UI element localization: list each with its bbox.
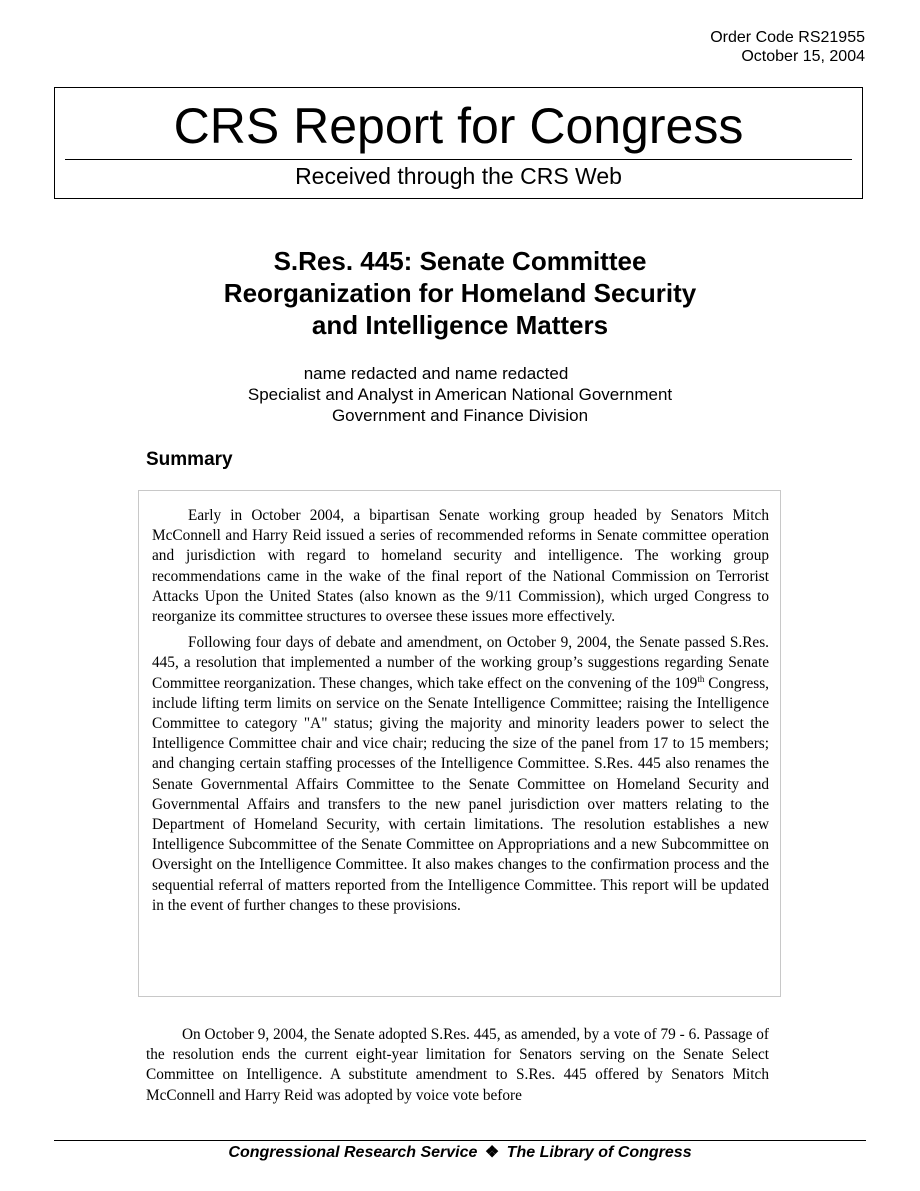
order-code: Order Code RS21955: [710, 29, 865, 46]
report-title-line: and Intelligence Matters: [311, 310, 609, 340]
banner-title: CRS Report for Congress: [173, 98, 744, 154]
report-title-line: Reorganization for Homeland Security: [223, 278, 697, 308]
banner-subtitle: Received through the CRS Web: [295, 163, 622, 189]
author-titles: Specialist and Analyst in American National Government: [247, 385, 673, 404]
crs-banner: [54, 87, 863, 199]
summary-paragraph: [152, 633, 769, 916]
summary-heading: Summary: [146, 449, 233, 470]
body-text: [146, 1025, 769, 1106]
summary-paragraph-part: Following four days of debate and amendment, on October 9, 2004, the Senate passed S.Res. 445, a resolution that implemented a number of the working group’s suggestions regarding Senate Committee reorganization. These changes, which take effect on the convening of the 109: [152, 634, 769, 692]
division: Government and Finance Division: [331, 406, 589, 425]
ordinal-superscript: th: [697, 673, 705, 684]
body-paragraph: On October 9, 2004, the Senate adopted S.Res. 445, as amended, by a vote of 79 - 6. Passage of the resolution ends the current eight-year limitation for Senators serving on the Senate Select Committee on Intelligence. A substitute amendment to S.Res. 445 offered by Senators Mitch McConnell and Harry Reid was adopted by voice vote before: [146, 1026, 769, 1104]
summary-text: [152, 506, 769, 922]
report-title: [140, 245, 780, 341]
diamond-separator-icon: ❖: [484, 1144, 500, 1161]
footer-divider: [54, 1140, 866, 1141]
footer-library: The Library of Congress: [506, 1144, 692, 1161]
summary-box: [138, 490, 781, 997]
summary-paragraph-part: Congress, include lifting term limits on service on the Senate Intelligence Committee; raising the Intelligence Committee to category "A" status; giving the majority and minority leaders power to select the Intelligence Committee chair and vice chair; reducing the size of the panel from 17 to 15 members; and changing certain staffing processes of the Intelligence Committee. S.Res. 445 also renames the Senate Governmental Affairs Committee to the Senate Committee on Homeland Security and Governmental Affairs and transfers to the new panel jurisdiction over matters relating to the Department of Homeland Security, with certain limitations. The resolution establishes a new Intelligence Subcommittee of the Senate Committee on Appropriations and a new Subcommittee on Oversight on the Intelligence Committee. It also makes changes to the confirmation process and the sequential referral of matters reported from the Intelligence Committee. This report will be updated in the event of further changes to these provisions.: [152, 674, 769, 914]
order-code-block: [710, 28, 865, 66]
footer-publisher: Congressional Research Service: [228, 1144, 478, 1161]
summary-paragraph: Early in October 2004, a bipartisan Senate working group headed by Senators Mitch McConnell and Harry Reid issued a series of recommended reforms in Senate committee operation and jurisdiction with regard to homeland security and intelligence. The working group recommendations came in the wake of the final report of the National Commission on Terrorist Attacks Upon the United States (also known as the 9/11 Commission), which urged Congress to reorganize its committee structures to oversee these issues more effectively.: [152, 507, 769, 626]
report-title-line: S.Res. 445: Senate Committee: [273, 246, 647, 276]
author-block: [140, 363, 780, 426]
banner-divider: [65, 159, 852, 160]
footer: [0, 1143, 920, 1163]
report-date: October 15, 2004: [741, 48, 865, 65]
author-names: name redacted and name redacted: [303, 364, 569, 383]
